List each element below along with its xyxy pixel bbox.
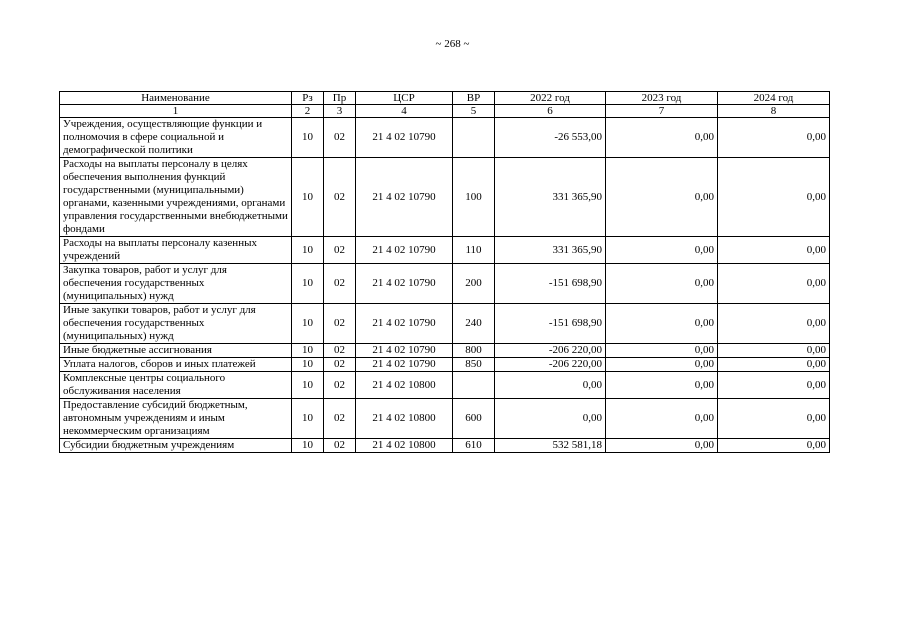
row-vr: 200: [453, 264, 495, 304]
header-rz: Рз: [292, 92, 324, 105]
row-pr: 02: [324, 237, 356, 264]
header-2022: 2022 год: [495, 92, 606, 105]
table-row: [60, 358, 830, 372]
row-amount-2023: 0,00: [606, 158, 718, 237]
row-rz: 10: [292, 358, 324, 372]
row-csr: 21 4 02 10790: [356, 358, 453, 372]
row-amount-2024: 0,00: [718, 372, 830, 399]
header-vr: ВР: [453, 92, 495, 105]
row-rz: 10: [292, 158, 324, 237]
header-name: Наименование: [60, 92, 292, 105]
table-row: [60, 304, 830, 344]
row-amount-2023: 0,00: [606, 399, 718, 439]
row-vr: [453, 372, 495, 399]
row-amount-2022: -206 220,00: [495, 358, 606, 372]
row-csr: 21 4 02 10800: [356, 399, 453, 439]
table-row: [60, 344, 830, 358]
row-amount-2022: 331 365,90: [495, 158, 606, 237]
column-number: 6: [495, 105, 606, 118]
column-number-row: [60, 105, 830, 118]
row-name: Уплата налогов, сборов и иных платежей: [60, 358, 292, 372]
row-amount-2022: -151 698,90: [495, 264, 606, 304]
row-amount-2022: 0,00: [495, 399, 606, 439]
row-name: Иные закупки товаров, работ и услуг для обеспечения государственных (муниципальных) нужд: [60, 304, 292, 344]
row-amount-2024: 0,00: [718, 264, 830, 304]
row-vr: 610: [453, 439, 495, 453]
row-pr: 02: [324, 264, 356, 304]
column-number: 2: [292, 105, 324, 118]
header-2023: 2023 год: [606, 92, 718, 105]
row-amount-2023: 0,00: [606, 344, 718, 358]
row-rz: 10: [292, 439, 324, 453]
table-row: [60, 158, 830, 237]
column-number: 7: [606, 105, 718, 118]
header-pr: Пр: [324, 92, 356, 105]
row-amount-2024: 0,00: [718, 304, 830, 344]
row-vr: [453, 118, 495, 158]
row-amount-2023: 0,00: [606, 264, 718, 304]
row-pr: 02: [324, 344, 356, 358]
row-name: Иные бюджетные ассигнования: [60, 344, 292, 358]
row-vr: 110: [453, 237, 495, 264]
row-name: Субсидии бюджетным учреждениям: [60, 439, 292, 453]
row-amount-2024: 0,00: [718, 439, 830, 453]
column-number: 5: [453, 105, 495, 118]
column-number: 8: [718, 105, 830, 118]
row-pr: 02: [324, 158, 356, 237]
row-vr: 100: [453, 158, 495, 237]
row-rz: 10: [292, 264, 324, 304]
row-amount-2023: 0,00: [606, 304, 718, 344]
row-pr: 02: [324, 399, 356, 439]
row-rz: 10: [292, 399, 324, 439]
row-amount-2023: 0,00: [606, 358, 718, 372]
row-name: Расходы на выплаты персоналу в целях обеспечения выполнения функций государственными (муниципальными) органами, казенными учреждениями, органами управления государственными внебюджетными фондами: [60, 158, 292, 237]
budget-table: [59, 91, 830, 453]
row-pr: 02: [324, 118, 356, 158]
row-name: Предоставление субсидий бюджетным, автономным учреждениям и иным некоммерческим организациям: [60, 399, 292, 439]
row-rz: 10: [292, 304, 324, 344]
row-csr: 21 4 02 10790: [356, 304, 453, 344]
row-csr: 21 4 02 10790: [356, 344, 453, 358]
header-2024: 2024 год: [718, 92, 830, 105]
row-csr: 21 4 02 10790: [356, 237, 453, 264]
row-amount-2022: 0,00: [495, 372, 606, 399]
row-csr: 21 4 02 10800: [356, 439, 453, 453]
table-row: [60, 372, 830, 399]
row-vr: 600: [453, 399, 495, 439]
row-amount-2023: 0,00: [606, 118, 718, 158]
table-row: [60, 439, 830, 453]
row-amount-2024: 0,00: [718, 399, 830, 439]
table-row: [60, 118, 830, 158]
row-vr: 850: [453, 358, 495, 372]
table-row: [60, 237, 830, 264]
row-pr: 02: [324, 372, 356, 399]
row-amount-2022: -206 220,00: [495, 344, 606, 358]
row-amount-2022: 331 365,90: [495, 237, 606, 264]
row-amount-2024: 0,00: [718, 344, 830, 358]
row-rz: 10: [292, 118, 324, 158]
row-name: Учреждения, осуществляющие функции и полномочия в сфере социальной и демографической политики: [60, 118, 292, 158]
column-number: 4: [356, 105, 453, 118]
row-csr: 21 4 02 10790: [356, 264, 453, 304]
row-amount-2022: 532 581,18: [495, 439, 606, 453]
row-amount-2023: 0,00: [606, 439, 718, 453]
page-number: ~ 268 ~: [435, 38, 470, 50]
table-row: [60, 399, 830, 439]
header-row: [60, 92, 830, 105]
row-rz: 10: [292, 344, 324, 358]
row-amount-2022: -26 553,00: [495, 118, 606, 158]
header-csr: ЦСР: [356, 92, 453, 105]
row-vr: 240: [453, 304, 495, 344]
row-csr: 21 4 02 10790: [356, 158, 453, 237]
row-name: Закупка товаров, работ и услуг для обеспечения государственных (муниципальных) нужд: [60, 264, 292, 304]
row-vr: 800: [453, 344, 495, 358]
row-pr: 02: [324, 304, 356, 344]
row-pr: 02: [324, 358, 356, 372]
row-rz: 10: [292, 237, 324, 264]
column-number: 1: [60, 105, 292, 118]
column-number: 3: [324, 105, 356, 118]
row-name: Комплексные центры социального обслуживания населения: [60, 372, 292, 399]
row-rz: 10: [292, 372, 324, 399]
row-amount-2024: 0,00: [718, 237, 830, 264]
row-amount-2024: 0,00: [718, 358, 830, 372]
row-amount-2024: 0,00: [718, 118, 830, 158]
table-row: [60, 264, 830, 304]
row-csr: 21 4 02 10790: [356, 118, 453, 158]
row-name: Расходы на выплаты персоналу казенных учреждений: [60, 237, 292, 264]
row-pr: 02: [324, 439, 356, 453]
row-amount-2023: 0,00: [606, 372, 718, 399]
row-amount-2024: 0,00: [718, 158, 830, 237]
row-amount-2023: 0,00: [606, 237, 718, 264]
row-amount-2022: -151 698,90: [495, 304, 606, 344]
row-csr: 21 4 02 10800: [356, 372, 453, 399]
